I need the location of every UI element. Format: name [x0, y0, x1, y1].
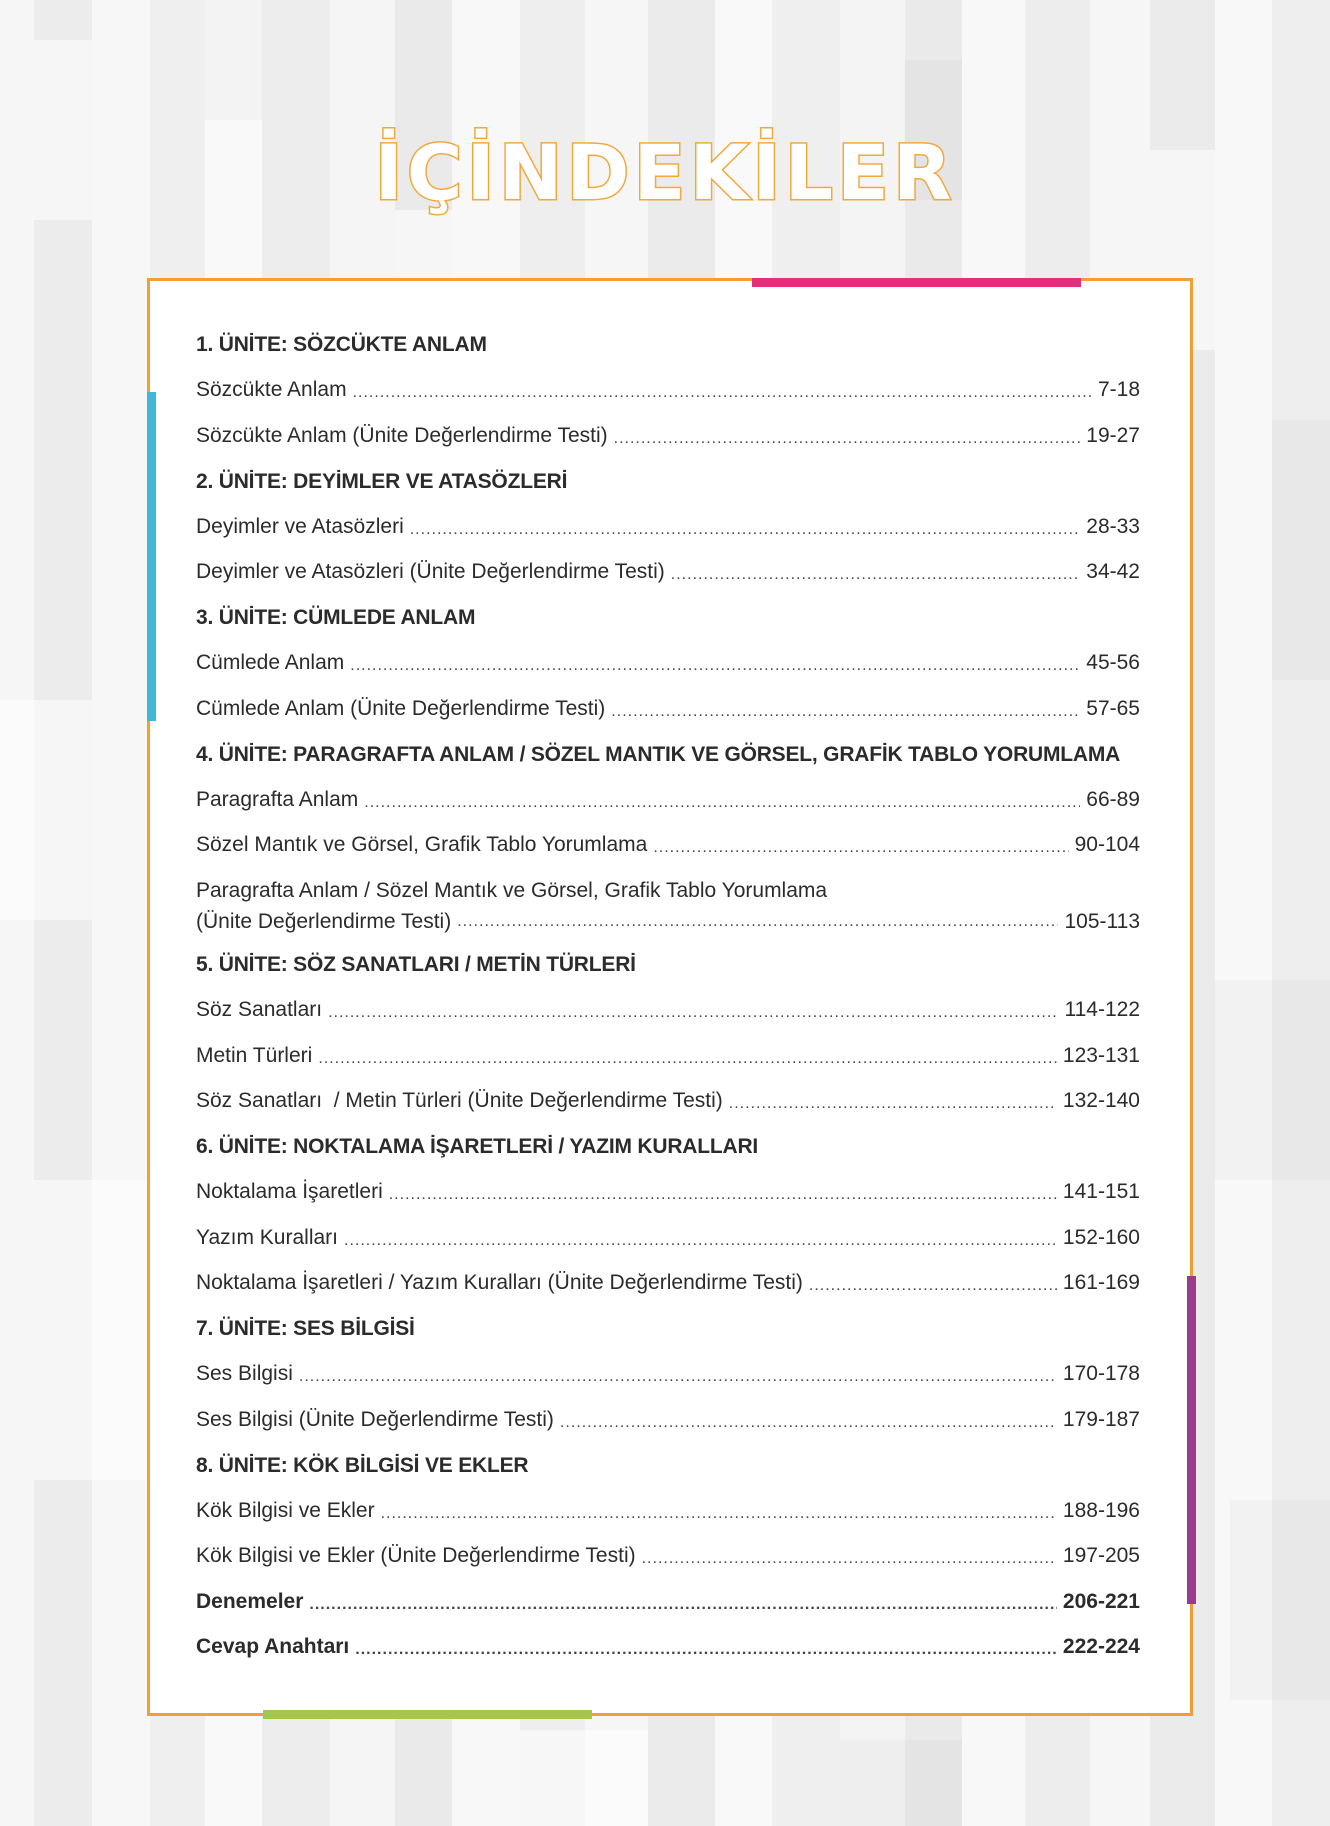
entry-pages: 152-160: [1062, 1225, 1140, 1249]
entry-label: Metin Türleri: [196, 1043, 313, 1067]
entry-pages: 28-33: [1086, 514, 1140, 538]
unit-3-heading: 3. ÜNİTE: CÜMLEDE ANLAM: [196, 606, 476, 629]
unit-6-heading: 6. ÜNİTE: NOKTALAMA İŞARETLERİ / YAZIM KURALLARI: [196, 1135, 759, 1158]
entry-pages: 170-178: [1062, 1362, 1140, 1386]
entry-label: Noktalama İşaretleri: [196, 1180, 383, 1204]
dot-leader: [560, 1408, 1057, 1432]
toc-entry[interactable]: [196, 1488, 1140, 1534]
entry-label: Cevap Anahtarı: [196, 1635, 350, 1659]
entry-pages: 19-27: [1086, 423, 1140, 447]
toc-entry[interactable]: [196, 1261, 1140, 1307]
toc-entry[interactable]: [196, 1170, 1140, 1216]
dot-leader: [457, 906, 1058, 938]
toc-entry[interactable]: [196, 686, 1140, 732]
dot-leader: [729, 1089, 1057, 1113]
entry-pages: 222-224: [1062, 1635, 1140, 1659]
unit-8-heading: 8. ÜNİTE: KÖK BİLGİSİ VE EKLER: [196, 1453, 529, 1477]
dot-leader: [344, 1226, 1057, 1250]
entry-label: Deyimler ve Atasözleri (Ünite Değerlendirme Testi): [196, 560, 665, 584]
toc-entry[interactable]: [196, 550, 1140, 596]
entry-label: Kök Bilgisi ve Ekler (Ünite Değerlendirme Testi): [196, 1544, 636, 1568]
entry-pages: 34-42: [1086, 560, 1140, 584]
toc-entry[interactable]: [196, 868, 1140, 942]
toc-entry[interactable]: [196, 777, 1140, 823]
toc-entry[interactable]: [196, 1215, 1140, 1261]
toc-entry[interactable]: [196, 823, 1140, 869]
dot-leader: [381, 1499, 1057, 1523]
dot-leader: [328, 998, 1058, 1022]
purple-accent-bar: [1187, 1276, 1196, 1604]
dot-leader: [410, 515, 1081, 539]
toc-entry[interactable]: [196, 1033, 1140, 1079]
toc-entry[interactable]: [196, 368, 1140, 414]
entry-pages: 90-104: [1074, 833, 1140, 857]
entry-pages: 179-187: [1062, 1407, 1140, 1431]
entry-label-line1: Paragrafta Anlam / Sözel Mantık ve Görsel, Grafik Tablo Yorumlama: [196, 879, 828, 902]
entry-label: Denemeler: [196, 1589, 304, 1613]
dot-leader: [318, 1044, 1057, 1068]
dot-leader: [642, 1544, 1057, 1568]
entry-pages: 161-169: [1062, 1271, 1140, 1295]
toc-entry[interactable]: [196, 1352, 1140, 1398]
unit-1-heading: 1. ÜNİTE: SÖZCÜKTE ANLAM: [196, 333, 487, 356]
toc-entry-denemeler[interactable]: [196, 1579, 1140, 1625]
entry-label: Ses Bilgisi (Ünite Değerlendirme Testi): [196, 1407, 554, 1431]
entry-label: Sözcükte Anlam: [196, 378, 347, 402]
dot-leader: [309, 1590, 1057, 1614]
dot-leader: [355, 1635, 1057, 1659]
entry-pages: 105-113: [1064, 910, 1140, 933]
entry-label: Cümlede Anlam: [196, 651, 345, 675]
toc-entry[interactable]: [196, 413, 1140, 459]
entry-pages: 206-221: [1062, 1589, 1140, 1613]
dot-leader: [611, 697, 1080, 721]
entry-label: Söz Sanatları: [196, 998, 323, 1022]
dot-leader: [389, 1180, 1057, 1204]
pink-accent-bar: [752, 278, 1081, 287]
toc-entry[interactable]: [196, 1534, 1140, 1580]
unit-2-heading: 2. ÜNİTE: DEYİMLER VE ATASÖZLERİ: [196, 469, 568, 493]
toc-entry[interactable]: [196, 641, 1140, 687]
entry-label: Noktalama İşaretleri / Yazım Kuralları (Ünite Değerlendirme Testi): [196, 1271, 803, 1295]
entry-label: Söz Sanatları / Metin Türleri (Ünite Değerlendirme Testi): [196, 1089, 723, 1113]
entry-pages: 141-151: [1062, 1180, 1140, 1204]
unit-5-heading: 5. ÜNİTE: SÖZ SANATLARI / METİN TÜRLERİ: [196, 953, 636, 976]
dot-leader: [671, 560, 1081, 584]
entry-pages: 197-205: [1062, 1544, 1140, 1568]
entry-label: Kök Bilgisi ve Ekler: [196, 1498, 375, 1522]
dot-leader: [809, 1271, 1057, 1295]
unit-4-heading: 4. ÜNİTE: PARAGRAFTA ANLAM / SÖZEL MANTIK VE GÖRSEL, GRAFİK TABLO YORUMLAMA: [196, 742, 1121, 766]
toc-entry[interactable]: [196, 988, 1140, 1034]
toc-entry[interactable]: [196, 1079, 1140, 1125]
dot-leader: [350, 651, 1080, 675]
dot-leader: [614, 424, 1081, 448]
dot-leader: [299, 1362, 1057, 1386]
entry-label: Sözcükte Anlam (Ünite Değerlendirme Testi): [196, 423, 608, 447]
blue-accent-bar: [147, 392, 156, 721]
dot-leader: [653, 833, 1068, 857]
entry-label-line2: (Ünite Değerlendirme Testi): [196, 910, 452, 933]
page-title: İÇİNDEKİLER: [374, 128, 956, 217]
toc-entry-cevap-anahtari[interactable]: [196, 1625, 1140, 1671]
green-accent-bar: [263, 1710, 592, 1719]
entry-label: Ses Bilgisi: [196, 1362, 293, 1386]
entry-pages: 45-56: [1086, 651, 1140, 675]
entry-pages: 188-196: [1062, 1498, 1140, 1522]
entry-pages: 7-18: [1097, 378, 1140, 402]
unit-7-heading: 7. ÜNİTE: SES BİLGİSİ: [196, 1317, 415, 1340]
entry-pages: 132-140: [1062, 1089, 1140, 1113]
entry-label: Yazım Kuralları: [196, 1225, 338, 1249]
entry-label: Deyimler ve Atasözleri: [196, 514, 404, 538]
toc-entry[interactable]: [196, 504, 1140, 550]
entry-pages: 57-65: [1086, 696, 1140, 720]
entry-label: Cümlede Anlam (Ünite Değerlendirme Testi): [196, 696, 606, 720]
entry-pages: 123-131: [1062, 1043, 1140, 1067]
table-of-contents: [196, 322, 1140, 1670]
toc-entry[interactable]: [196, 1397, 1140, 1443]
entry-pages: 114-122: [1064, 998, 1140, 1022]
dot-leader: [353, 378, 1092, 402]
entry-label: Sözel Mantık ve Görsel, Grafik Tablo Yorumlama: [196, 833, 648, 857]
entry-label: Paragrafta Anlam: [196, 787, 359, 811]
dot-leader: [364, 788, 1080, 812]
entry-pages: 66-89: [1086, 787, 1140, 811]
